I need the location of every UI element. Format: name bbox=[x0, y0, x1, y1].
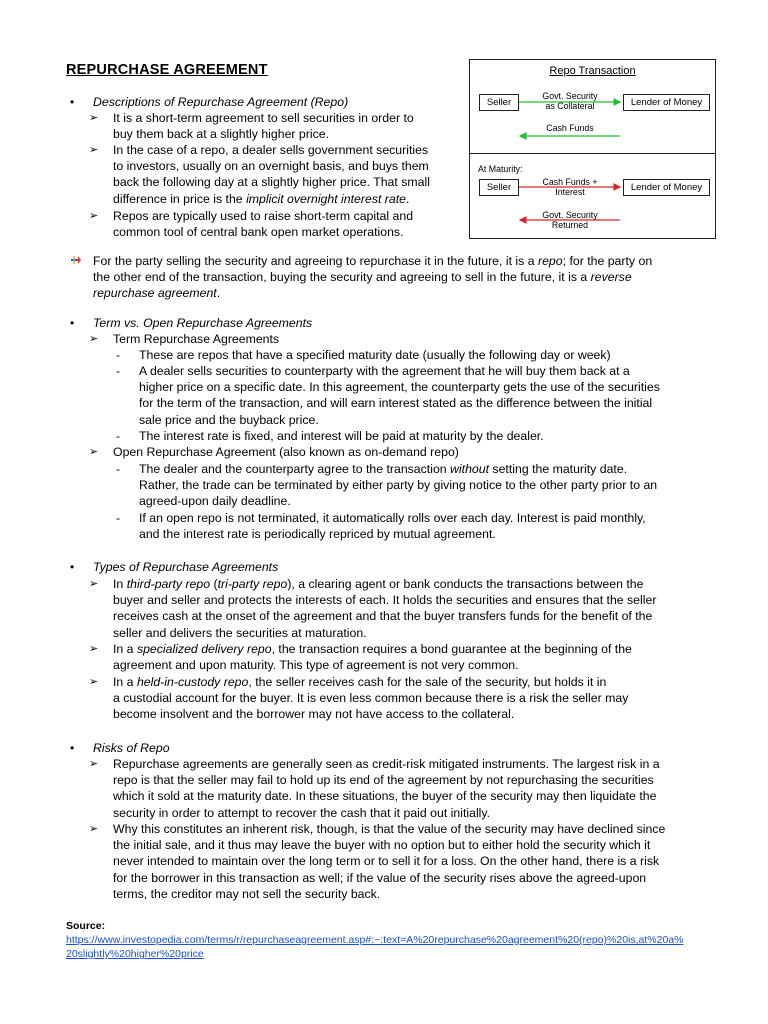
subheading-term: Term Repurchase Agreements bbox=[113, 332, 280, 346]
arrow-bullet-icon: ➢ bbox=[89, 578, 99, 590]
source-link[interactable]: https://www.investopedia.com/terms/r/repurchaseagreement.asp#:~:text=A%20repurchase%20agreement%20(repo)%20is,at%20a% 20slightly%20higher%20price bbox=[66, 934, 684, 960]
bullet-icon: • bbox=[70, 95, 75, 109]
paragraph: The interest rate is fixed, and interest will be paid at maturity by the dealer. bbox=[139, 429, 544, 443]
diagram-title: Repo Transaction bbox=[549, 65, 636, 77]
paragraph: It is a short-term agreement to sell securities in order to buy them back at a slightly higher price. bbox=[113, 111, 414, 142]
dash-bullet: - bbox=[116, 364, 121, 378]
lender-box-maturity: Lender of Money bbox=[623, 179, 710, 196]
security-returned-label: Govt. Security Returned bbox=[542, 210, 598, 230]
govt-security-label: Govt. Security as Collateral bbox=[542, 91, 598, 111]
arrow-bullet-icon: ➢ bbox=[89, 823, 99, 835]
section-heading-types: Types of Repurchase Agreements bbox=[93, 560, 279, 574]
cash-interest-label: Cash Funds + Interest bbox=[542, 177, 598, 197]
arrow-bullet-icon: ➢ bbox=[89, 333, 99, 345]
paragraph: In a specialized delivery repo, the transaction requires a bond guarantee at the beginning of the agreement and upon maturity. This type of agreement is not very common. bbox=[113, 642, 632, 673]
page-title: REPURCHASE AGREEMENT bbox=[66, 62, 268, 78]
dash-bullet: - bbox=[116, 429, 121, 443]
pushpin-icon bbox=[69, 254, 83, 266]
paragraph: In third-party repo (tri-party repo), a clearing agent or bank conducts the transactions between the buyer and seller and protects the interests of each. It holds the securities and ensures that the seller receives cash at the onset of the agreement and that the buyer transfers funds for the benefit of the seller and delivers the securities at maturation. bbox=[113, 577, 657, 640]
paragraph: Repos are typically used to raise short-term capital and common tool of central bank open market operations. bbox=[113, 209, 414, 240]
paragraph: If an open repo is not terminated, it automatically rolls over each day. Interest is paid monthly, and the interest rate is periodically repriced by mutual agreement. bbox=[139, 511, 646, 542]
arrow-bullet-icon: ➢ bbox=[89, 112, 99, 124]
source-label: Source: bbox=[66, 920, 106, 932]
dash-bullet: - bbox=[116, 348, 121, 362]
seller-box-maturity: Seller bbox=[479, 179, 519, 196]
arrow-bullet-icon: ➢ bbox=[89, 144, 99, 156]
arrow-bullet-icon: ➢ bbox=[89, 446, 99, 458]
paragraph: In the case of a repo, a dealer sells government securities to investors, usually on an overnight basis, and buys them back the following day at a slightly higher price. That small difference in price is the implicit overnight interest rate. bbox=[113, 143, 430, 206]
paragraph: A dealer sells securities to counterparty with the agreement that he will buy them back at a higher price on a specific date. In this agreement, the counterparty gets the use of the securities for the term of the transaction, and will earn interest stated as the difference between the initial sale price and the buyback price. bbox=[139, 364, 660, 427]
paragraph: The dealer and the counterparty agree to the transaction without setting the maturity date. Rather, the trade can be terminated by either party by giving notice to the other party prior to an agreed-upon daily deadline. bbox=[139, 462, 658, 509]
at-maturity-label: At Maturity: bbox=[478, 164, 523, 174]
lender-box: Lender of Money bbox=[623, 94, 710, 111]
paragraph: In a held-in-custody repo, the seller receives cash for the sale of the security, but holds it in a custodial account for the buyer. It is even less common because there is a risk the seller may become insolvent and the borrower may not have access to the collateral. bbox=[113, 675, 629, 722]
paragraph: Why this constitutes an inherent risk, though, is that the value of the security may have declined since the initial sale, and it thus may leave the buyer with no option but to either hold the security which it never intended to maintain over the long term or to sell it for a loss. On the other hand, there is a risk for the borrower in this transaction as well; if the value of the security rises above the agreed-upon terms, the creditor may not sell the security back. bbox=[113, 822, 666, 901]
arrow-bullet-icon: ➢ bbox=[89, 210, 99, 222]
section-heading-term-vs-open: Term vs. Open Repurchase Agreements bbox=[93, 316, 313, 330]
subheading-open: Open Repurchase Agreement (also known as on-demand repo) bbox=[113, 445, 459, 459]
diagram-divider bbox=[470, 153, 715, 154]
arrow-bullet-icon: ➢ bbox=[89, 758, 99, 770]
paragraph: Repurchase agreements are generally seen as credit-risk mitigated instruments. The largest risk in a repo is that the seller may fail to hold up its end of the agreement by not repurchasing the securities which it sold at the maturity date. In these situations, the buyer of the security may then liquidate the security in order to attempt to recover the cash that it paid out initially. bbox=[113, 757, 660, 820]
bullet-icon: • bbox=[70, 741, 75, 755]
cash-funds-label: Cash Funds bbox=[546, 123, 594, 133]
section-heading-descriptions: Descriptions of Repurchase Agreement (Repo) bbox=[93, 95, 349, 109]
seller-box: Seller bbox=[479, 94, 519, 111]
note-paragraph: For the party selling the security and agreeing to repurchase it in the future, it is a repo; for the party on the other end of the transaction, buying the security and agreeing to sell in the future, it is a reverse repurchase agreement. bbox=[93, 254, 653, 301]
section-heading-risks: Risks of Repo bbox=[93, 741, 170, 755]
bullet-icon: • bbox=[70, 316, 75, 330]
arrow-bullet-icon: ➢ bbox=[89, 643, 99, 655]
bullet-icon: • bbox=[70, 560, 75, 574]
repo-transaction-diagram bbox=[469, 59, 716, 239]
paragraph: These are repos that have a specified maturity date (usually the following day or week) bbox=[139, 348, 611, 362]
dash-bullet: - bbox=[116, 511, 121, 525]
arrow-bullet-icon: ➢ bbox=[89, 676, 99, 688]
dash-bullet: - bbox=[116, 462, 121, 476]
